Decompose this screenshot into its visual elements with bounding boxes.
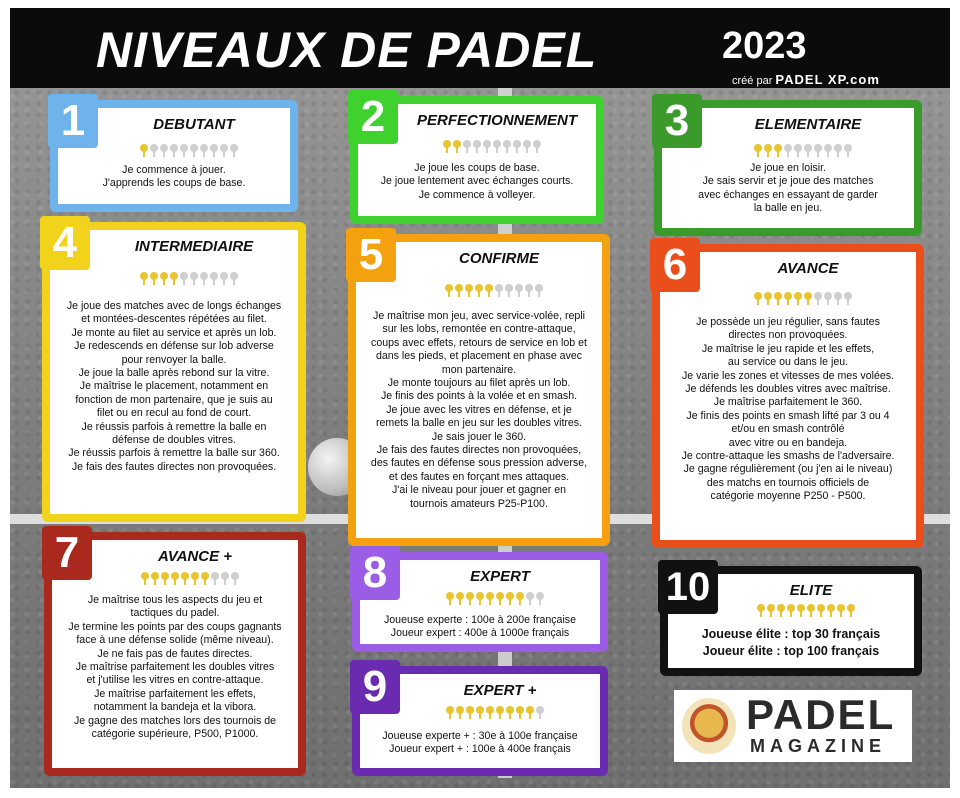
description-line: face à une défense solide (même niveau).	[76, 634, 274, 647]
racket-rating	[50, 272, 298, 288]
padel-racket-icon	[463, 140, 471, 153]
level-card-6	[652, 240, 924, 548]
level-number: 8	[350, 546, 400, 600]
padel-racket-icon	[443, 140, 451, 153]
padel-racket-icon	[824, 144, 832, 157]
padel-racket-icon	[807, 604, 815, 617]
level-card-3	[654, 96, 922, 236]
padel-racket-icon	[754, 144, 762, 157]
description-line: Je gagne des matches lors des tournois de	[74, 714, 276, 727]
level-name: INTERMEDIAIRE	[134, 238, 254, 255]
padel-racket-icon	[485, 284, 493, 297]
padel-racket-icon	[844, 144, 852, 157]
level-number: 1	[48, 94, 98, 148]
logo-text-line1: PADEL	[746, 691, 896, 738]
description-line: Je maîtrise mon jeu, avec service-volée, repli	[373, 310, 585, 322]
level-description	[58, 594, 292, 741]
padel-racket-icon	[535, 284, 543, 297]
description-line: Je commence à jouer.	[122, 164, 226, 176]
padel-racket-icon	[777, 604, 785, 617]
level-description	[674, 626, 908, 660]
padel-racket-icon	[210, 272, 218, 285]
description-line: Je joue lentement avec échanges courts.	[380, 175, 574, 188]
description-line: notamment la bandeja et la vibora.	[93, 701, 257, 714]
padel-racket-icon	[513, 140, 521, 153]
description-line: avec échanges en essayant de garder	[698, 188, 878, 201]
padel-racket-icon	[774, 144, 782, 157]
credit-prefix: créé par	[732, 75, 773, 87]
level-description	[362, 310, 596, 511]
padel-racket-icon	[220, 144, 228, 157]
description-line: et/ou en smash contrôlé	[731, 423, 845, 436]
padel-racket-icon	[787, 604, 795, 617]
padel-racket-icon	[445, 284, 453, 297]
padel-racket-icon	[814, 144, 822, 157]
padel-racket-icon	[526, 706, 534, 719]
level-name: EXPERT	[470, 568, 530, 585]
description-line: Joueur expert : 400e à 1000e français	[390, 627, 570, 640]
padel-racket-icon	[230, 272, 238, 285]
level-description	[64, 164, 284, 191]
description-line: Joueuse élite : top 30 français	[701, 627, 881, 641]
description-line: Je maîtrise tous les aspects du jeu et	[87, 594, 263, 606]
description-line: Je finis des points en smash lifté par 3 ou 4	[686, 409, 890, 422]
level-description	[666, 316, 910, 504]
description-line: coups avec effets, retours de service en lob et	[371, 336, 587, 349]
level-description	[668, 162, 908, 216]
padel-racket-icon	[151, 572, 159, 585]
padel-racket-icon	[180, 144, 188, 157]
header-banner	[10, 8, 950, 88]
padel-racket-icon	[446, 592, 454, 605]
year-label: 2023	[722, 25, 807, 67]
padel-racket-icon	[161, 572, 169, 585]
padel-racket-icon	[506, 592, 514, 605]
card-content	[660, 252, 916, 540]
padel-racket-icon	[181, 572, 189, 585]
level-description	[364, 162, 590, 202]
padel-racket-icon	[200, 272, 208, 285]
description-line: Je sais servir et je joue des matches	[702, 175, 874, 188]
padel-racket-icon	[190, 144, 198, 157]
padel-racket-icon	[525, 284, 533, 297]
padel-racket-icon	[191, 572, 199, 585]
description-line: J'apprends les coups de base.	[102, 177, 246, 190]
level-number: 7	[42, 526, 92, 580]
description-line: avec vitre ou en bandeja.	[728, 436, 848, 449]
level-name: EXPERT +	[463, 682, 537, 699]
padel-racket-icon	[496, 592, 504, 605]
level-number: 6	[650, 238, 700, 292]
padel-racket-icon	[804, 292, 812, 305]
description-line: Je contre-attaque les smashs de l'adversaire.	[681, 450, 895, 463]
description-line: Je joue avec les vitres en défense, et je	[386, 403, 572, 416]
level-description	[56, 300, 292, 474]
level-number: 5	[346, 228, 396, 282]
padel-racket-icon	[503, 140, 511, 153]
padel-racket-icon	[817, 604, 825, 617]
level-number: 3	[652, 94, 702, 148]
padel-racket-icon	[754, 292, 762, 305]
padel-racket-icon	[493, 140, 501, 153]
level-number: 9	[350, 660, 400, 714]
description-line: défense de doubles vitres.	[112, 434, 236, 447]
description-line: et j'utilise les vitres en contre-attaque.	[86, 674, 264, 687]
level-card-5	[348, 230, 610, 546]
padel-racket-icon	[804, 144, 812, 157]
padel-racket-icon	[190, 272, 198, 285]
padel-racket-icon	[456, 592, 464, 605]
level-number: 10	[658, 560, 718, 614]
description-line: Je fais des fautes directes non provoquées,	[376, 444, 582, 457]
padel-racket-icon	[784, 292, 792, 305]
description-line: mon partenaire.	[441, 363, 517, 376]
description-line: Je maîtrise parfaitement les effets,	[94, 687, 256, 700]
padel-racket-icon	[844, 292, 852, 305]
padel-racket-icon	[140, 144, 148, 157]
padel-racket-icon	[797, 604, 805, 617]
padel-racket-icon	[784, 144, 792, 157]
padel-racket-icon	[495, 284, 503, 297]
padel-racket-icon	[516, 592, 524, 605]
description-line: Je possède un jeu régulier, sans fautes	[696, 316, 880, 328]
padel-racket-icon	[230, 144, 238, 157]
level-name: PERFECTIONNEMENT	[416, 112, 577, 129]
description-line: et des fautes en forçant mes attaques.	[388, 470, 570, 483]
description-line: filet ou en recul au fond de court.	[96, 407, 252, 420]
description-line: remets la balle en jeu sur les doubles vitres.	[375, 417, 583, 430]
padel-racket-icon	[201, 572, 209, 585]
level-name: AVANCE +	[157, 548, 233, 565]
level-name: CONFIRME	[459, 250, 539, 267]
padel-racket-icon	[446, 706, 454, 719]
description-line: Je réussis parfois à remettre la balle en	[81, 420, 267, 433]
padel-racket-icon	[827, 604, 835, 617]
padel-racket-icon	[150, 144, 158, 157]
padel-racket-icon	[515, 284, 523, 297]
padel-racket-icon	[824, 292, 832, 305]
description-line: Je monte au filet au service et après un lob.	[71, 326, 277, 339]
padel-racket-icon	[486, 706, 494, 719]
padel-racket-icon	[767, 604, 775, 617]
description-line: la balle en jeu.	[753, 202, 823, 215]
description-line: sur les lobs, remontée en contre-attaque,	[382, 323, 576, 336]
padel-racket-icon	[453, 140, 461, 153]
padel-racket-icon	[794, 292, 802, 305]
level-number: 2	[348, 90, 398, 144]
description-line: Je gagne régulièrement (ou j'en ai le niveau)	[683, 463, 893, 476]
credit-line	[732, 72, 880, 87]
description-line: directes non provoquées.	[728, 329, 848, 342]
card-content	[50, 230, 298, 514]
description-line: Je termine les points par des coups gagnants	[68, 620, 282, 633]
padel-racket-icon	[505, 284, 513, 297]
description-line: Joueur élite : top 100 français	[702, 644, 880, 658]
description-line: Je réussis parfois à remettre la balle sur 360.	[68, 447, 280, 460]
padel-racket-icon	[496, 706, 504, 719]
description-line: des fautes en défense sous pression adverse,	[370, 457, 588, 470]
description-line: Je maîtrise le placement, notamment en	[79, 380, 269, 393]
padel-racket-icon	[837, 604, 845, 617]
padel-racket-icon	[466, 592, 474, 605]
description-line: tournois amateurs P25-P100.	[410, 497, 548, 510]
padel-racket-icon	[764, 144, 772, 157]
racket-rating	[356, 284, 602, 300]
padel-racket-icon	[794, 144, 802, 157]
padel-racket-icon	[170, 144, 178, 157]
padel-racket-icon	[523, 140, 531, 153]
description-line: au service ou dans le jeu.	[727, 356, 849, 369]
description-line: Je monte toujours au filet après un lob.	[387, 377, 571, 390]
level-card-8	[352, 548, 608, 652]
level-card-1	[50, 96, 298, 212]
description-line: Je joue la balle après rebond sur la vitre.	[78, 367, 270, 380]
padel-racket-icon	[473, 140, 481, 153]
padel-racket-icon	[456, 706, 464, 719]
logo-text-line2: MAGAZINE	[750, 736, 886, 756]
description-line: Je maîtrise le jeu rapide et les effets,	[701, 342, 875, 355]
padel-racket-icon	[757, 604, 765, 617]
credit-brand: PADEL XP.com	[775, 72, 880, 87]
padel-racket-icon	[476, 706, 484, 719]
padel-racket-icon	[516, 706, 524, 719]
card-content	[356, 242, 602, 538]
padel-racket-icon	[231, 572, 239, 585]
description-line: Je défends les doubles vitres avec maîtrise.	[685, 383, 891, 396]
description-line: dans les pieds, et placement en phase avec	[375, 350, 583, 363]
padel-racket-icon	[180, 272, 188, 285]
padel-racket-icon	[160, 272, 168, 285]
padel-racket-icon	[220, 272, 228, 285]
padel-racket-icon	[774, 292, 782, 305]
description-line: Je maîtrise parfaitement le 360.	[713, 396, 863, 409]
padel-racket-icon	[170, 272, 178, 285]
description-line: Je redescends en défense sur lob adverse	[74, 340, 274, 353]
description-line: Joueuse experte : 100e à 200e française	[383, 614, 576, 626]
padel-racket-icon	[483, 140, 491, 153]
padel-racket-icon	[141, 572, 149, 585]
owl-mascot-icon	[682, 698, 736, 754]
description-line: Je ne fais pas de fautes directes.	[97, 647, 253, 660]
description-line: Je joue des matches avec de longs échanges	[66, 300, 282, 312]
padel-racket-icon	[476, 592, 484, 605]
padel-racket-icon	[526, 592, 534, 605]
description-line: Je sais jouer le 360.	[431, 430, 527, 443]
description-line: Je finis des points à la volée et en smash.	[380, 390, 578, 403]
level-name: AVANCE	[777, 260, 839, 277]
padel-racket-icon	[210, 144, 218, 157]
level-name: ELEMENTAIRE	[754, 116, 862, 133]
description-line: Je varie les zones et vitesses de mes volées.	[682, 369, 894, 382]
description-line: Je joue les coups de base.	[414, 162, 540, 174]
padel-racket-icon	[536, 592, 544, 605]
description-line: Je fais des fautes directes non provoquées.	[71, 460, 277, 473]
padel-racket-icon	[847, 604, 855, 617]
padel-racket-icon	[536, 706, 544, 719]
description-line: catégorie supérieure, P500, P1000.	[91, 728, 259, 741]
padel-racket-icon	[834, 144, 842, 157]
description-line: Je joue en loisir.	[750, 162, 826, 174]
level-number: 4	[40, 216, 90, 270]
padel-racket-icon	[533, 140, 541, 153]
padel-racket-icon	[465, 284, 473, 297]
description-line: catégorie moyenne P250 - P500.	[710, 490, 866, 503]
padel-racket-icon	[814, 292, 822, 305]
padel-racket-icon	[211, 572, 219, 585]
level-card-7	[44, 528, 306, 776]
padel-racket-icon	[455, 284, 463, 297]
padel-racket-icon	[506, 706, 514, 719]
level-card-4	[42, 218, 306, 522]
description-line: Joueuse experte + : 30e à 100e française	[382, 730, 578, 742]
racket-rating	[660, 292, 916, 308]
padel-racket-icon	[466, 706, 474, 719]
padel-racket-icon	[160, 144, 168, 157]
description-line: fonction de mon partenaire, que je suis au	[75, 393, 273, 406]
padel-racket-icon	[475, 284, 483, 297]
level-name: ELITE	[789, 582, 833, 599]
description-line: Je commence à volleyer.	[418, 188, 536, 201]
padel-racket-icon	[834, 292, 842, 305]
padel-racket-icon	[171, 572, 179, 585]
description-line: Joueur expert + : 100e à 400e français	[389, 743, 571, 756]
description-line: pour renvoyer la balle.	[121, 353, 227, 366]
level-card-9	[352, 662, 608, 776]
padel-racket-icon	[200, 144, 208, 157]
padel-racket-icon	[221, 572, 229, 585]
description-line: J'ai le niveau pour jouer et gagner en	[392, 484, 566, 497]
padel-racket-icon	[150, 272, 158, 285]
padel-magazine-logo	[674, 690, 912, 762]
level-name: DEBUTANT	[153, 116, 235, 133]
level-card-2	[350, 92, 604, 224]
description-line: Je maîtrise parfaitement les doubles vitres	[75, 661, 275, 674]
description-line: et montées-descentes répétées au filet.	[81, 313, 267, 326]
page-title: NIVEAUX DE PADEL	[96, 22, 598, 78]
level-description	[366, 730, 594, 757]
description-line: tactiques du padel.	[130, 607, 220, 620]
description-line: des matchs en tournois officiels de	[706, 476, 870, 489]
padel-racket-icon	[486, 592, 494, 605]
padel-racket-icon	[140, 272, 148, 285]
padel-racket-icon	[764, 292, 772, 305]
level-description	[366, 614, 594, 641]
level-card-10	[660, 566, 922, 676]
